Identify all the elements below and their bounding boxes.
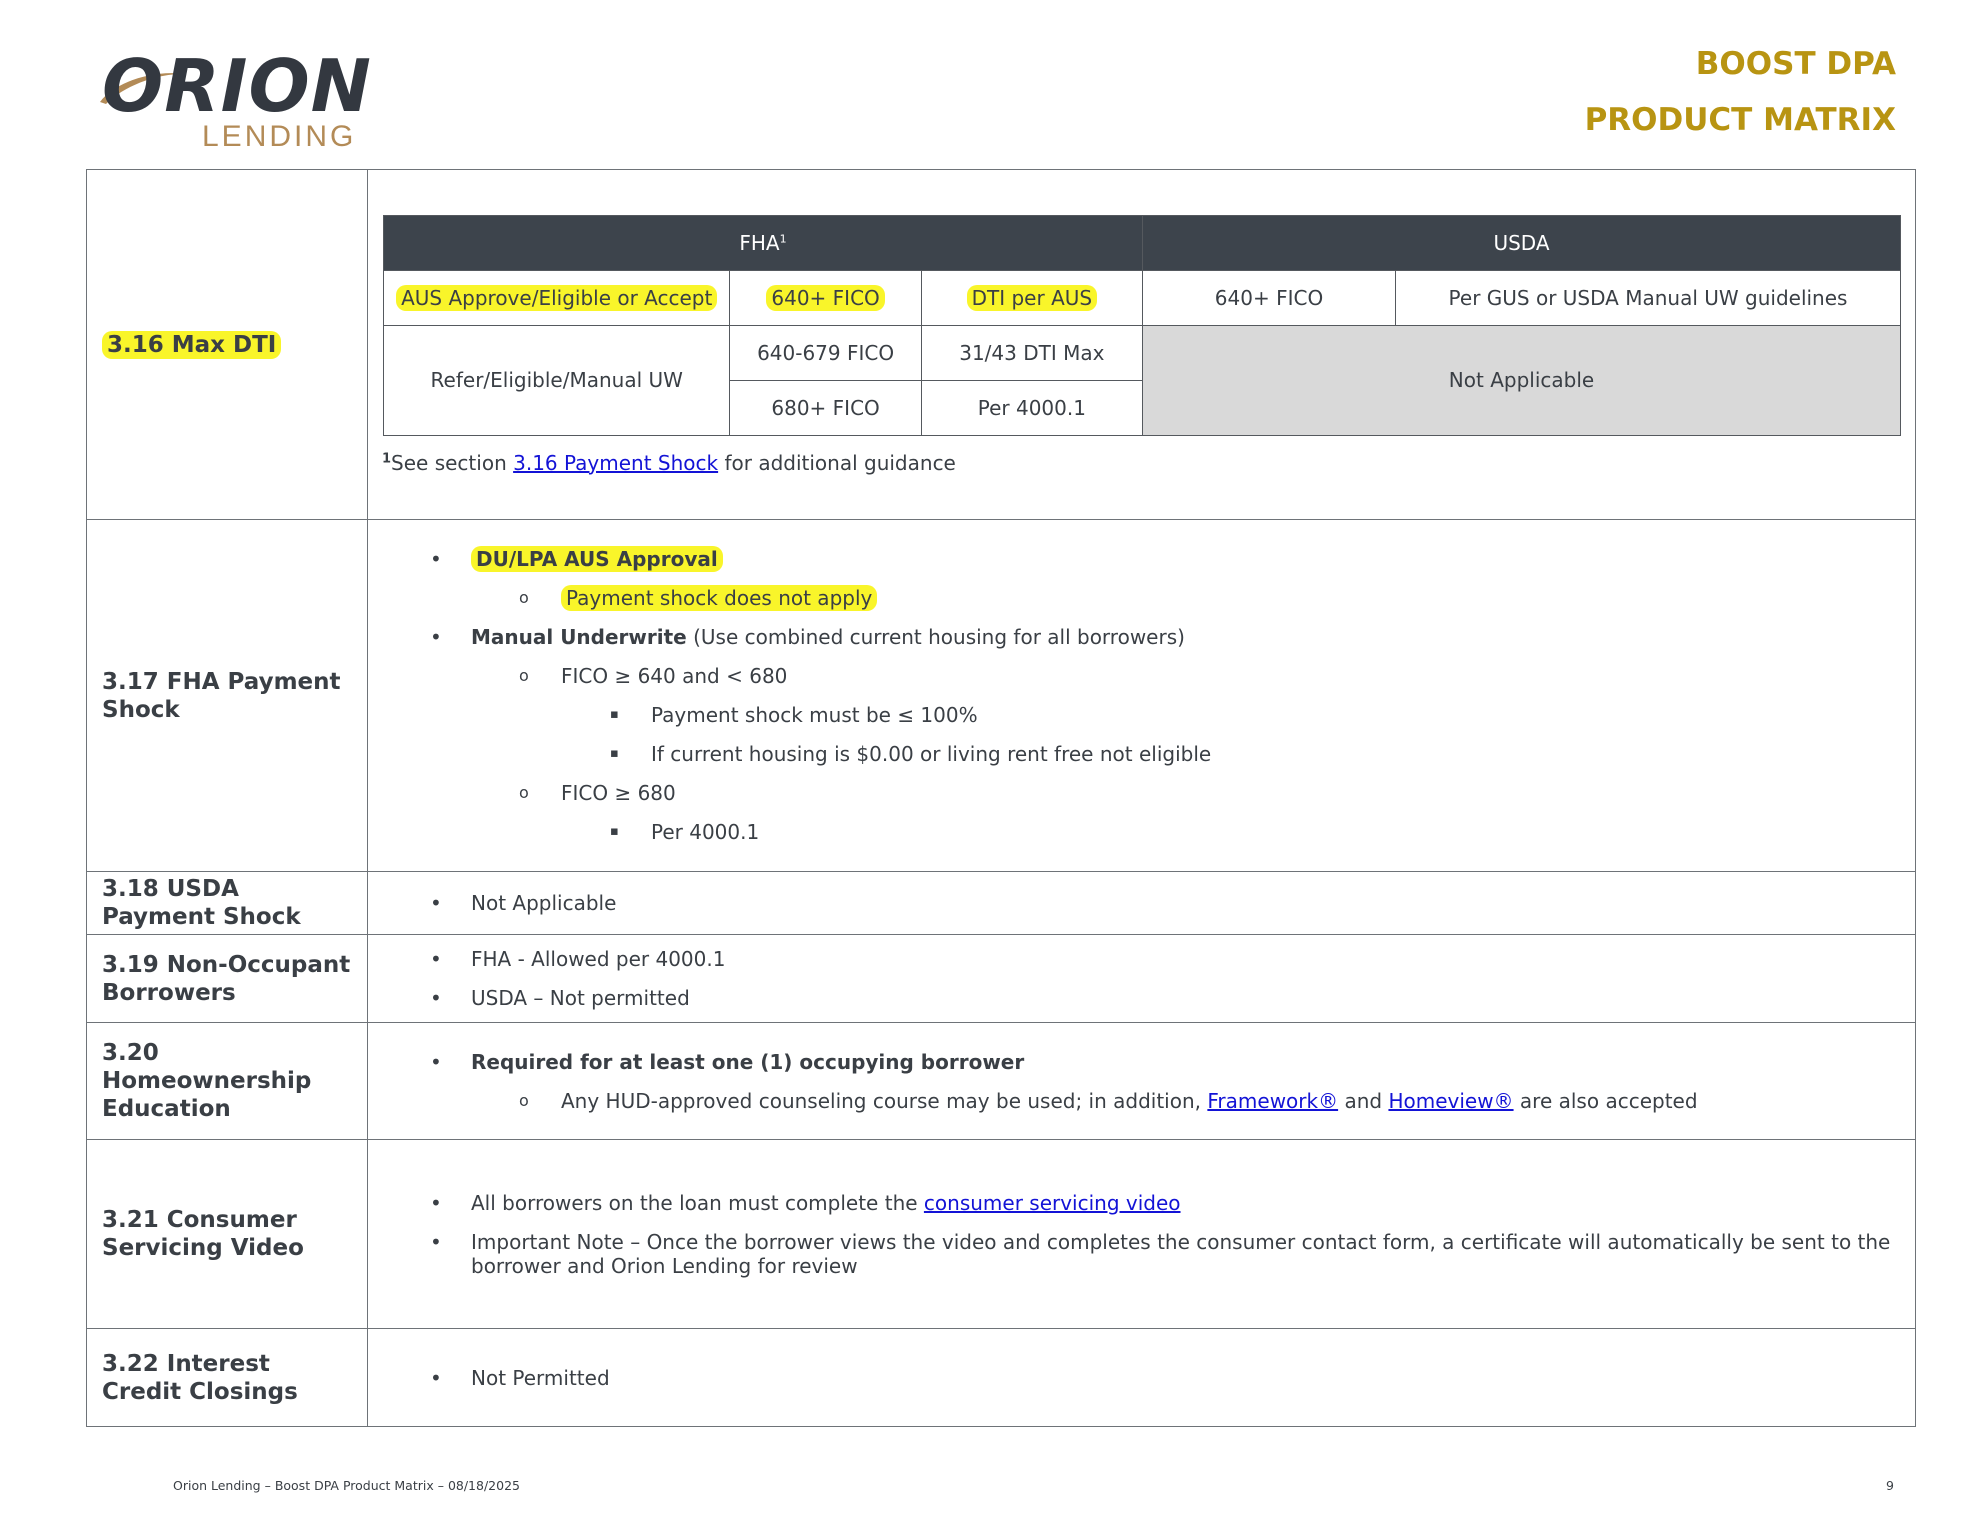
table-cell: AUS Approve/Eligible or Accept (384, 270, 730, 325)
list-item: • All borrowers on the loan must complete the consumer servicing video (430, 1190, 1181, 1215)
section-label: 3.20 Homeownership Education (87, 1023, 368, 1140)
section-content (368, 1140, 1916, 1329)
footer-text: Orion Lending – Boost DPA Product Matrix – 08/18/2025 (173, 1478, 520, 1493)
bullet-icon: • (430, 986, 442, 1010)
circle-bullet-icon: o (519, 666, 529, 685)
list-item: • Not Permitted (430, 1365, 610, 1390)
payment-shock-link[interactable]: 3.16 Payment Shock (513, 450, 719, 475)
orion-lending-logo (102, 44, 372, 153)
section-label (87, 170, 368, 520)
square-bullet-icon: ▪ (610, 824, 619, 839)
footnote: $^1$See section 3.16 Payment Shock for additional guidance (382, 450, 956, 475)
section-content (368, 872, 1916, 935)
section-row-interest-credit (87, 1329, 1916, 1427)
bullet-icon: • (430, 547, 442, 571)
list-item: o Any HUD-approved counseling course may be used; in addition, Framework® and Homeview® are also accepted (519, 1088, 1698, 1113)
bullet-icon: • (430, 947, 442, 971)
list-item: • Required for at least one (1) occupying borrower o Any HUD-approved counseling course may be used; in addition, Framework® and Homeview® are also accepted (382, 1050, 1901, 1113)
table-cell: 640+ FICO (1143, 270, 1396, 325)
section-label: 3.21 Consumer Servicing Video (87, 1140, 368, 1329)
table-cell: DTI per AUS (921, 270, 1142, 325)
title-line-2: PRODUCT MATRIX (1584, 102, 1896, 138)
section-label: 3.17 FHA Payment Shock (87, 520, 368, 872)
list-item: • Not Applicable (430, 891, 617, 915)
section-row-non-occupant (87, 935, 1916, 1023)
circle-bullet-icon: o (519, 1090, 529, 1110)
table-cell: 680+ FICO (730, 380, 921, 435)
bullet-icon: • (430, 1365, 442, 1390)
section-content (368, 170, 1916, 520)
bullet-icon: • (430, 1049, 442, 1074)
table-cell: Refer/Eligible/Manual UW (384, 325, 730, 435)
circle-bullet-icon: o (519, 588, 529, 607)
list-item: • DU/LPA AUS Approval o Payment shock does not apply (382, 547, 1901, 610)
list-item: o FICO ≥ 680 ▪ Per 4000.1 (382, 781, 1901, 844)
table-cell: 640-679 FICO (730, 325, 921, 380)
section-row-consumer-video (87, 1140, 1916, 1329)
homeview-link[interactable]: Homeview® (1388, 1088, 1514, 1113)
list-item: • USDA – Not permitted (430, 986, 690, 1010)
bullet-icon: • (430, 1229, 442, 1254)
bullet-icon: • (430, 1190, 442, 1215)
list-item: • Manual Underwrite (Use combined current housing for all borrowers) o FICO ≥ 640 and < 680 ▪ Payment shock must be ≤ 100% ▪ If current housing is $0.00 or living rent free not eligible o FICO ≥ 680 ▪ Per 4000.1 (382, 625, 1901, 844)
square-bullet-icon: ▪ (610, 707, 619, 722)
section-content (368, 1023, 1916, 1140)
list-item: o FICO ≥ 640 and < 680 ▪ Payment shock must be ≤ 100% ▪ If current housing is $0.00 or living rent free not eligible (382, 664, 1901, 766)
section-row-fha-payment-shock (87, 520, 1916, 872)
section-content (368, 1329, 1916, 1427)
usda-header: USDA (1143, 215, 1901, 270)
logo-wordmark: ORION (102, 44, 372, 128)
section-label-text: 3.16 Max DTI (102, 331, 281, 359)
list-item: ▪ Payment shock must be ≤ 100% (610, 703, 978, 727)
bullet-icon: • (430, 891, 442, 915)
list-item: ▪ If current housing is $0.00 or living rent free not eligible (610, 742, 1212, 766)
dti-table (383, 215, 1901, 436)
section-label: 3.22 Interest Credit Closings (87, 1329, 368, 1427)
title-line-1: BOOST DPA (1695, 46, 1896, 82)
list-item: o Payment shock does not apply (382, 586, 1901, 610)
section-content (368, 520, 1916, 872)
section-row-max-dti (87, 170, 1916, 520)
list-item: ▪ Per 4000.1 (610, 820, 760, 844)
section-content (368, 935, 1916, 1023)
section-row-usda-payment-shock (87, 872, 1916, 935)
framework-link[interactable]: Framework® (1207, 1088, 1339, 1113)
section-label: 3.19 Non-Occupant Borrowers (87, 935, 368, 1023)
section-label: 3.18 USDA Payment Shock (87, 872, 368, 935)
page-number: 9 (1886, 1478, 1894, 1493)
bullet-icon: • (430, 625, 442, 649)
list-item: • Important Note – Once the borrower views the video and completes the consumer contact form, a certificate will automatically be sent to the borrower and Orion Lending for review (430, 1229, 1891, 1278)
product-matrix-table (86, 169, 1916, 1427)
fha-header: FHA$^1$ (384, 215, 1143, 270)
consumer-video-link[interactable]: consumer servicing video (923, 1190, 1181, 1215)
section-row-homeownership (87, 1023, 1916, 1140)
square-bullet-icon: ▪ (610, 746, 619, 761)
usda-not-applicable-cell: Not Applicable (1143, 325, 1901, 435)
list-item: • FHA - Allowed per 4000.1 (430, 947, 726, 971)
table-cell: 640+ FICO (730, 270, 921, 325)
document-title (1585, 36, 1896, 148)
table-cell: Per 4000.1 (921, 380, 1142, 435)
table-cell: Per GUS or USDA Manual UW guidelines (1396, 270, 1901, 325)
circle-bullet-icon: o (519, 783, 529, 802)
logo-subtitle: LENDING (202, 120, 357, 153)
table-cell: 31/43 DTI Max (921, 325, 1142, 380)
